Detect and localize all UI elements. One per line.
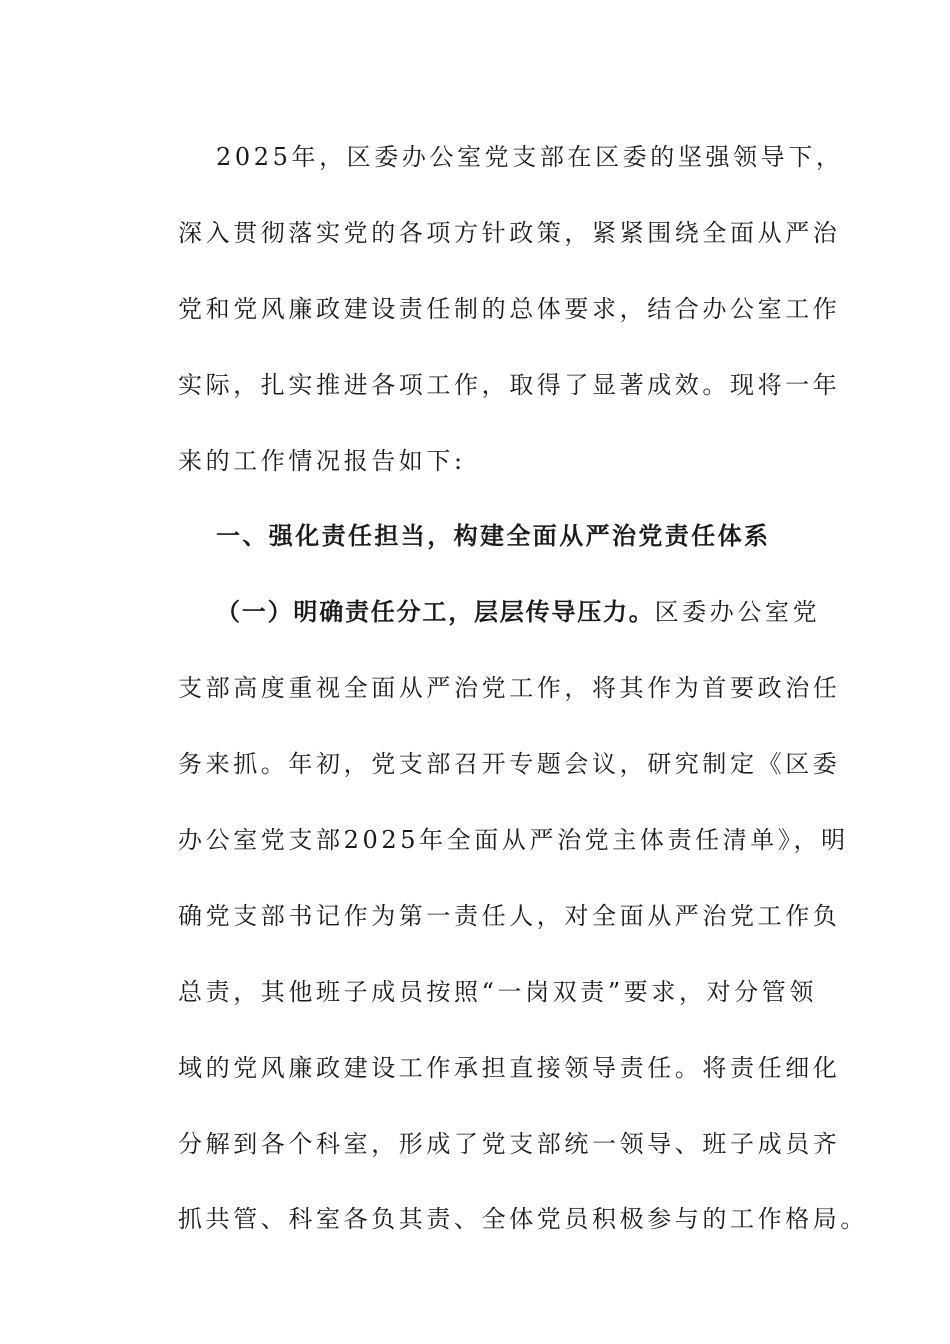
document-body <box>178 120 868 1258</box>
paragraph-line: 确党支部书记作为第一责任人，对全面从严治党工作负 <box>178 901 841 930</box>
paragraph-line: 务来抓。年初，党支部召开专题会议，研究制定《区委 <box>178 750 841 779</box>
subsection-title: （一）明确责任分工，层层传导压力。 <box>216 598 655 627</box>
paragraph-line: 域的党风廉政建设工作承担直接领导责任。将责任细化 <box>178 1053 841 1082</box>
paragraph-line: 来的工作情况报告如下: <box>178 446 466 475</box>
subsection-first-line <box>178 575 821 651</box>
paragraph-line: 党和党风廉政建设责任制的总体要求，结合办公室工作 <box>178 294 841 323</box>
paragraph-line: 总责，其他班子成员按照“一岗双责”要求，对分管领 <box>178 977 817 1006</box>
paragraph-line: 深入贯彻落实党的各项方针政策，紧紧围绕全面从严治 <box>178 218 841 247</box>
paragraph-line: 支部高度重视全面从严治党工作，将其作为首要政治任 <box>178 674 841 703</box>
section-heading: 一、强化责任担当，构建全面从严治党责任体系 <box>216 522 771 551</box>
subsection-first-line-text: 区委办公室党 <box>654 598 821 627</box>
paragraph-line: 抓共管、科室各负其责、全体党员积极参与的工作格局。 <box>178 1205 868 1234</box>
paragraph-line: 实际，扎实推进各项工作，取得了显著成效。现将一年 <box>178 370 841 399</box>
paragraph-line: 2025年，区委办公室党支部在区委的坚强领导下， <box>216 143 844 171</box>
paragraph-line: 办公室党支部2025年全面从严治党主体责任清单》，明 <box>178 826 849 855</box>
paragraph-line: 分解到各个科室，形成了党支部统一领导、班子成员齐 <box>178 1129 841 1158</box>
